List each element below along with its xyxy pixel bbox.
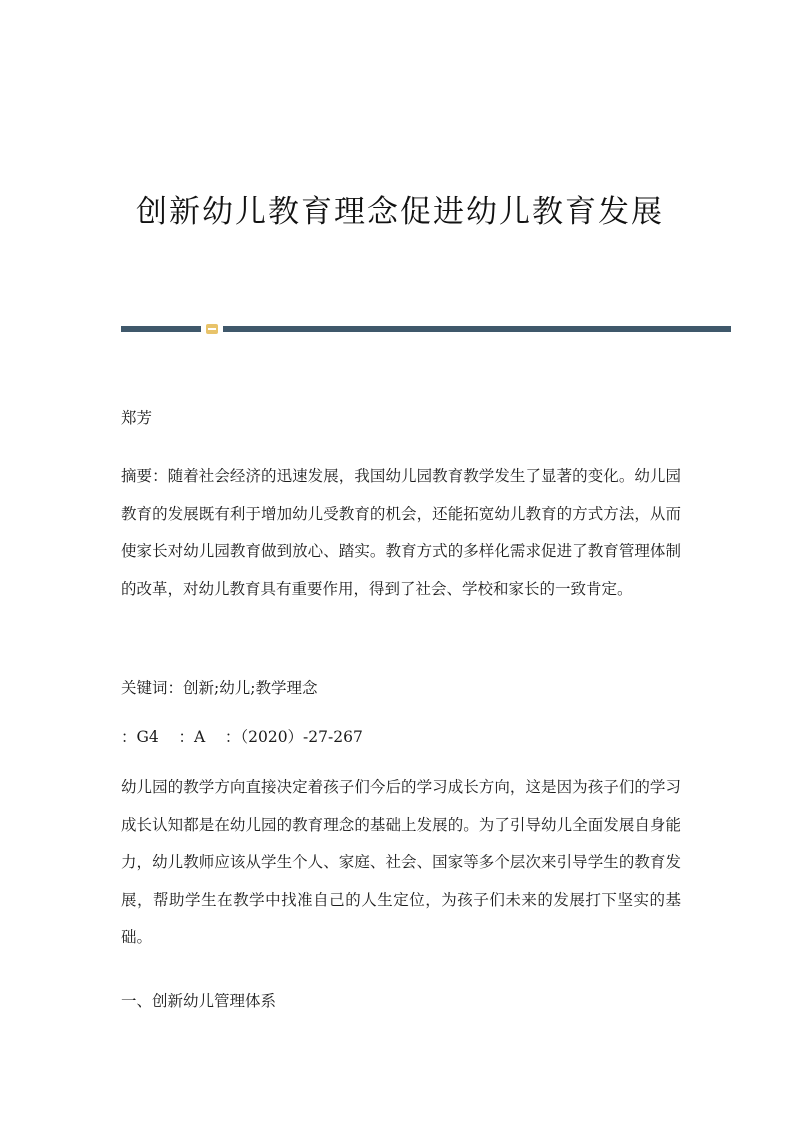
abstract-paragraph: 摘要：随着社会经济的迅速发展，我国幼儿园教育教学发生了显著的变化。幼儿园教育的发展既有利于增加幼儿受教育的机会，还能拓宽幼儿教育的方式方法，从而使家长对幼儿园教育做到放心、踏实。教育方式的多样化需求促进了教育管理体制的改革，对幼儿教育具有重要作用，得到了社会、学校和家长的一致肯定。 bbox=[121, 467, 681, 598]
divider-bar-right bbox=[223, 326, 731, 332]
envelope-icon bbox=[206, 324, 218, 334]
keywords-line: 关键词：创新;幼儿;教学理念 bbox=[121, 679, 318, 697]
author-name: 郑芳 bbox=[121, 409, 153, 427]
document-title: 创新幼儿教育理念促进幼儿教育发展 bbox=[136, 194, 664, 230]
divider-bar-left bbox=[121, 326, 201, 332]
classification-line: ：G4 ：A ：（2020）-27-267 bbox=[121, 728, 363, 746]
title-divider bbox=[121, 326, 731, 332]
body-paragraph: 幼儿园的教学方向直接决定着孩子们今后的学习成长方向，这是因为孩子们的学习成长认知都是在幼儿园的教育理念的基础上发展的。为了引导幼儿全面发展自身能力，幼儿教师应该从学生个人、家庭、社会、国家等多个层次来引导学生的教育发展，帮助学生在教学中找准自己的人生定位，为孩子们未来的发展打下坚实的基础。 bbox=[121, 778, 681, 946]
section-heading: 一、创新幼儿管理体系 bbox=[121, 992, 277, 1010]
